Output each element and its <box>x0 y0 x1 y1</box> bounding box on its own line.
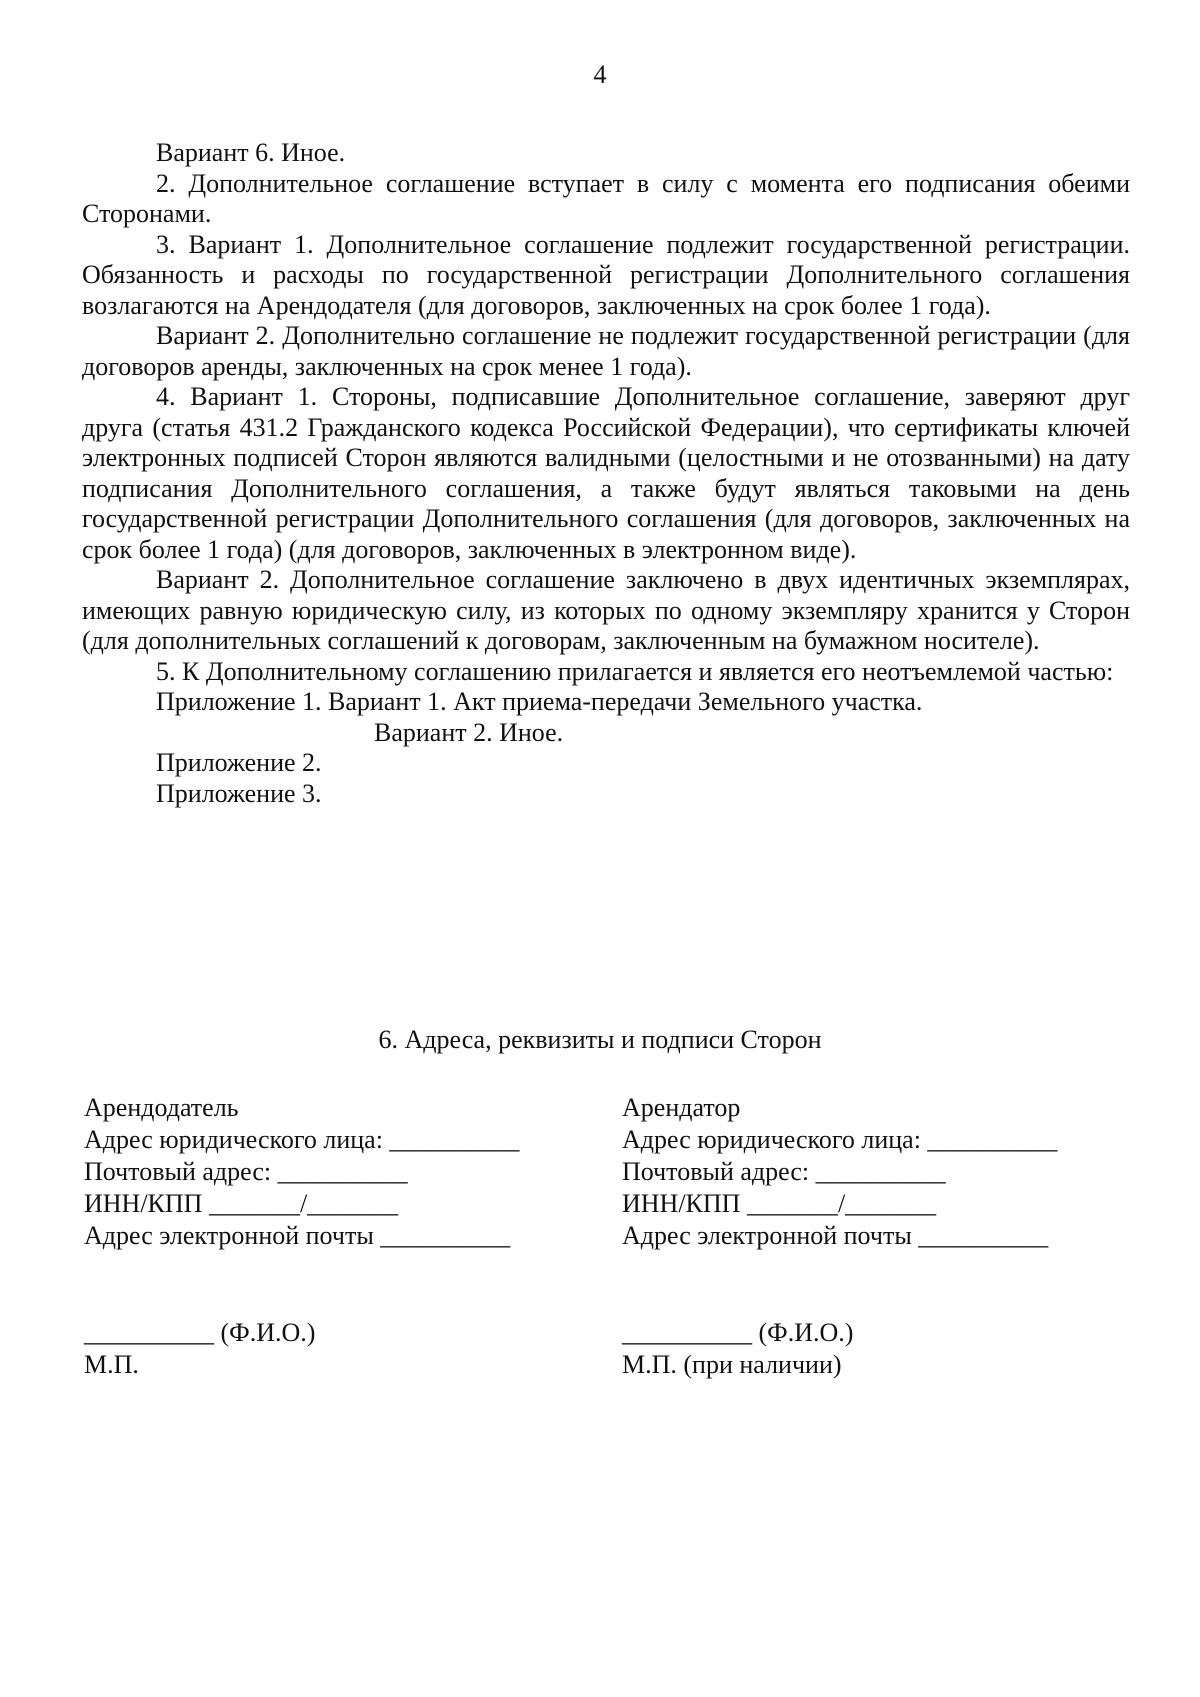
attachment-2: Приложение 2. <box>156 748 322 777</box>
attachment-3: Приложение 3. <box>156 778 322 808</box>
paragraph-3-variant-1: 3. Вариант 1. Дополнительное соглашение подлежит государственной регистрации. Обязанность и расходы по государственной регистрации Дополнительного соглашения возлагаются на Арендодателя (для договоров, заключенных на срок более 1 года). <box>82 229 1130 320</box>
tenant-details <box>622 1092 1057 1252</box>
tenant-title: Арендатор <box>622 1093 741 1122</box>
tenant-signature-line: __________ (Ф.И.О.) <box>622 1318 854 1347</box>
paragraph-3-variant-2: Вариант 2. Дополнительно соглашение не подлежит государственной регистрации (для договоров аренды, заключенных на срок менее 1 года). <box>82 321 1130 381</box>
tenant-postal-address: Почтовый адрес: __________ <box>622 1157 946 1186</box>
tenant-email: Адрес электронной почты __________ <box>622 1221 1049 1250</box>
landlord-signature-line: __________ (Ф.И.О.) <box>84 1318 316 1347</box>
landlord-email: Адрес электронной почты __________ <box>84 1221 511 1250</box>
paragraph-variant-6: Вариант 6. Иное. <box>156 138 346 167</box>
attachment-1: Приложение 1. Вариант 1. Акт приема-передачи Земельного участка. <box>156 687 923 716</box>
landlord-signature-block <box>84 1317 315 1381</box>
attachment-1-variant-2: Вариант 2. Иное. <box>374 717 564 747</box>
paragraph-2: 2. Дополнительное соглашение вступает в силу с момента его подписания обеими Сторонами. <box>82 168 1130 228</box>
section-heading: 6. Адреса, реквизиты и подписи Сторон <box>378 1025 822 1054</box>
tenant-signature-block <box>622 1317 853 1381</box>
tenant-stamp: М.П. (при наличии) <box>622 1350 842 1379</box>
page-number: 4 <box>593 60 607 89</box>
document-body <box>82 138 1130 809</box>
landlord-inn-kpp: ИНН/КПП _______/_______ <box>84 1189 399 1218</box>
landlord-title: Арендодатель <box>84 1093 239 1122</box>
paragraph-4-variant-1: 4. Вариант 1. Стороны, подписавшие Дополнительное соглашение, заверяют друг друга (статья 431.2 Гражданского кодекса Российской Федерации), что сертификаты ключей электронных подписей Сторон являются валидными (целостными и не отозванными) на дату подписания Дополнительного соглашения, а также будут являться таковыми на день государственной регистрации Дополнительного соглашения (для договоров, заключенных на срок более 1 года) (для договоров, заключенных в электронном виде). <box>82 382 1130 564</box>
landlord-stamp: М.П. <box>84 1350 139 1379</box>
tenant-legal-address: Адрес юридического лица: __________ <box>622 1125 1058 1154</box>
paragraph-4-variant-2: Вариант 2. Дополнительное соглашение заключено в двух идентичных экземплярах, имеющих равную юридическую силу, из которых по одному экземпляру хранится у Сторон (для дополнительных соглашений к договорам, заключенным на бумажном носителе). <box>82 565 1130 655</box>
paragraph-5: 5. К Дополнительному соглашению прилагается и является его неотъемлемой частью: <box>156 656 1114 686</box>
landlord-postal-address: Почтовый адрес: __________ <box>84 1157 408 1186</box>
tenant-inn-kpp: ИНН/КПП _______/_______ <box>622 1189 937 1218</box>
landlord-details <box>84 1092 519 1252</box>
landlord-legal-address: Адрес юридического лица: __________ <box>84 1125 520 1154</box>
